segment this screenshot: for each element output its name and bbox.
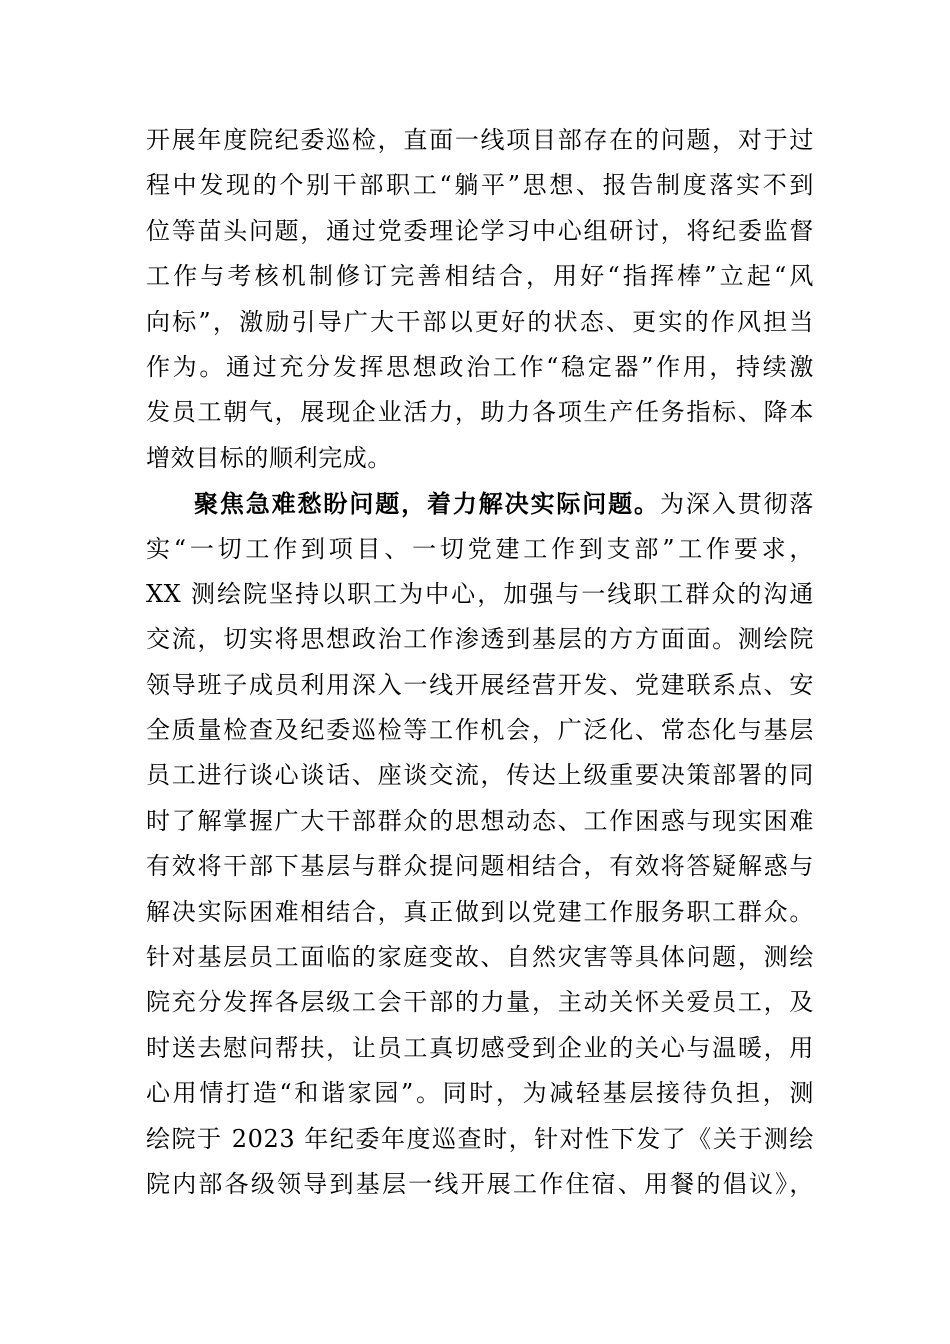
text-line: 院内部各级领导到基层一线开展工作住宿、用餐的倡议》， <box>146 1169 814 1198</box>
text-line-first <box>146 481 814 526</box>
text-line: 发员工朝气，展现企业活力，助力各项生产任务指标、降本 <box>146 398 814 427</box>
paragraph-heading: 聚焦急难愁盼问题，着力解决实际问题。 <box>194 489 660 519</box>
text-line: 解决实际困难相结合，真正做到以党建工作服务职工群众。 <box>146 897 814 926</box>
text-line: 向标”，激励引导广大干部以更好的状态、更实的作风担当 <box>146 307 814 336</box>
text-line: 作为。通过充分发挥思想政治工作“稳定器”作用，持续激 <box>146 352 814 381</box>
text-line: 针对基层员工面临的家庭变故、自然灾害等具体问题，测绘 <box>146 943 814 972</box>
text-line: XX 测绘院坚持以职工为中心，加强与一线职工群众的沟通 <box>146 579 814 608</box>
paragraph-2 <box>146 481 814 1207</box>
text-line: 实“一切工作到项目、一切党建工作到支部”工作要求， <box>146 534 814 563</box>
first-line-rest: 为深入贯彻落 <box>659 490 814 519</box>
text-line: 时送去慰问帮扶，让员工真切感受到企业的关心与温暖，用 <box>146 1033 814 1062</box>
paragraph-1 <box>146 118 814 481</box>
text-line: 程中发现的个别干部职工“躺平”思想、报告制度落实不到 <box>146 171 814 200</box>
text-line: 交流，切实将思想政治工作渗透到基层的方方面面。测绘院 <box>146 625 814 654</box>
document-body <box>146 118 814 1207</box>
text-line: 时了解掌握广大干部群众的思想动态、工作困惑与现实困难 <box>146 806 814 835</box>
text-line: 领导班子成员利用深入一线开展经营开发、党建联系点、安 <box>146 670 814 699</box>
text-line: 员工进行谈心谈话、座谈交流，传达上级重要决策部署的同 <box>146 761 814 790</box>
text-line: 心用情打造“和谐家园”。同时，为减轻基层接待负担，测 <box>146 1079 814 1108</box>
text-line: 增效目标的顺利完成。 <box>146 443 392 472</box>
text-line: 全质量检查及纪委巡检等工作机会，广泛化、常态化与基层 <box>146 716 814 745</box>
text-line: 有效将干部下基层与群众提问题相结合，有效将答疑解惑与 <box>146 852 814 881</box>
text-line: 位等苗头问题，通过党委理论学习中心组研讨，将纪委监督 <box>146 216 814 245</box>
text-line: 院充分发挥各层级工会干部的力量，主动关怀关爱员工，及 <box>146 988 814 1017</box>
text-line: 工作与考核机制修订完善相结合，用好“指挥棒”立起“风 <box>146 262 814 291</box>
text-line: 绘院于 2023 年纪委年度巡查时，针对性下发了《关于测绘 <box>146 1124 814 1153</box>
text-line: 开展年度院纪委巡检，直面一线项目部存在的问题，对于过 <box>146 126 814 154</box>
